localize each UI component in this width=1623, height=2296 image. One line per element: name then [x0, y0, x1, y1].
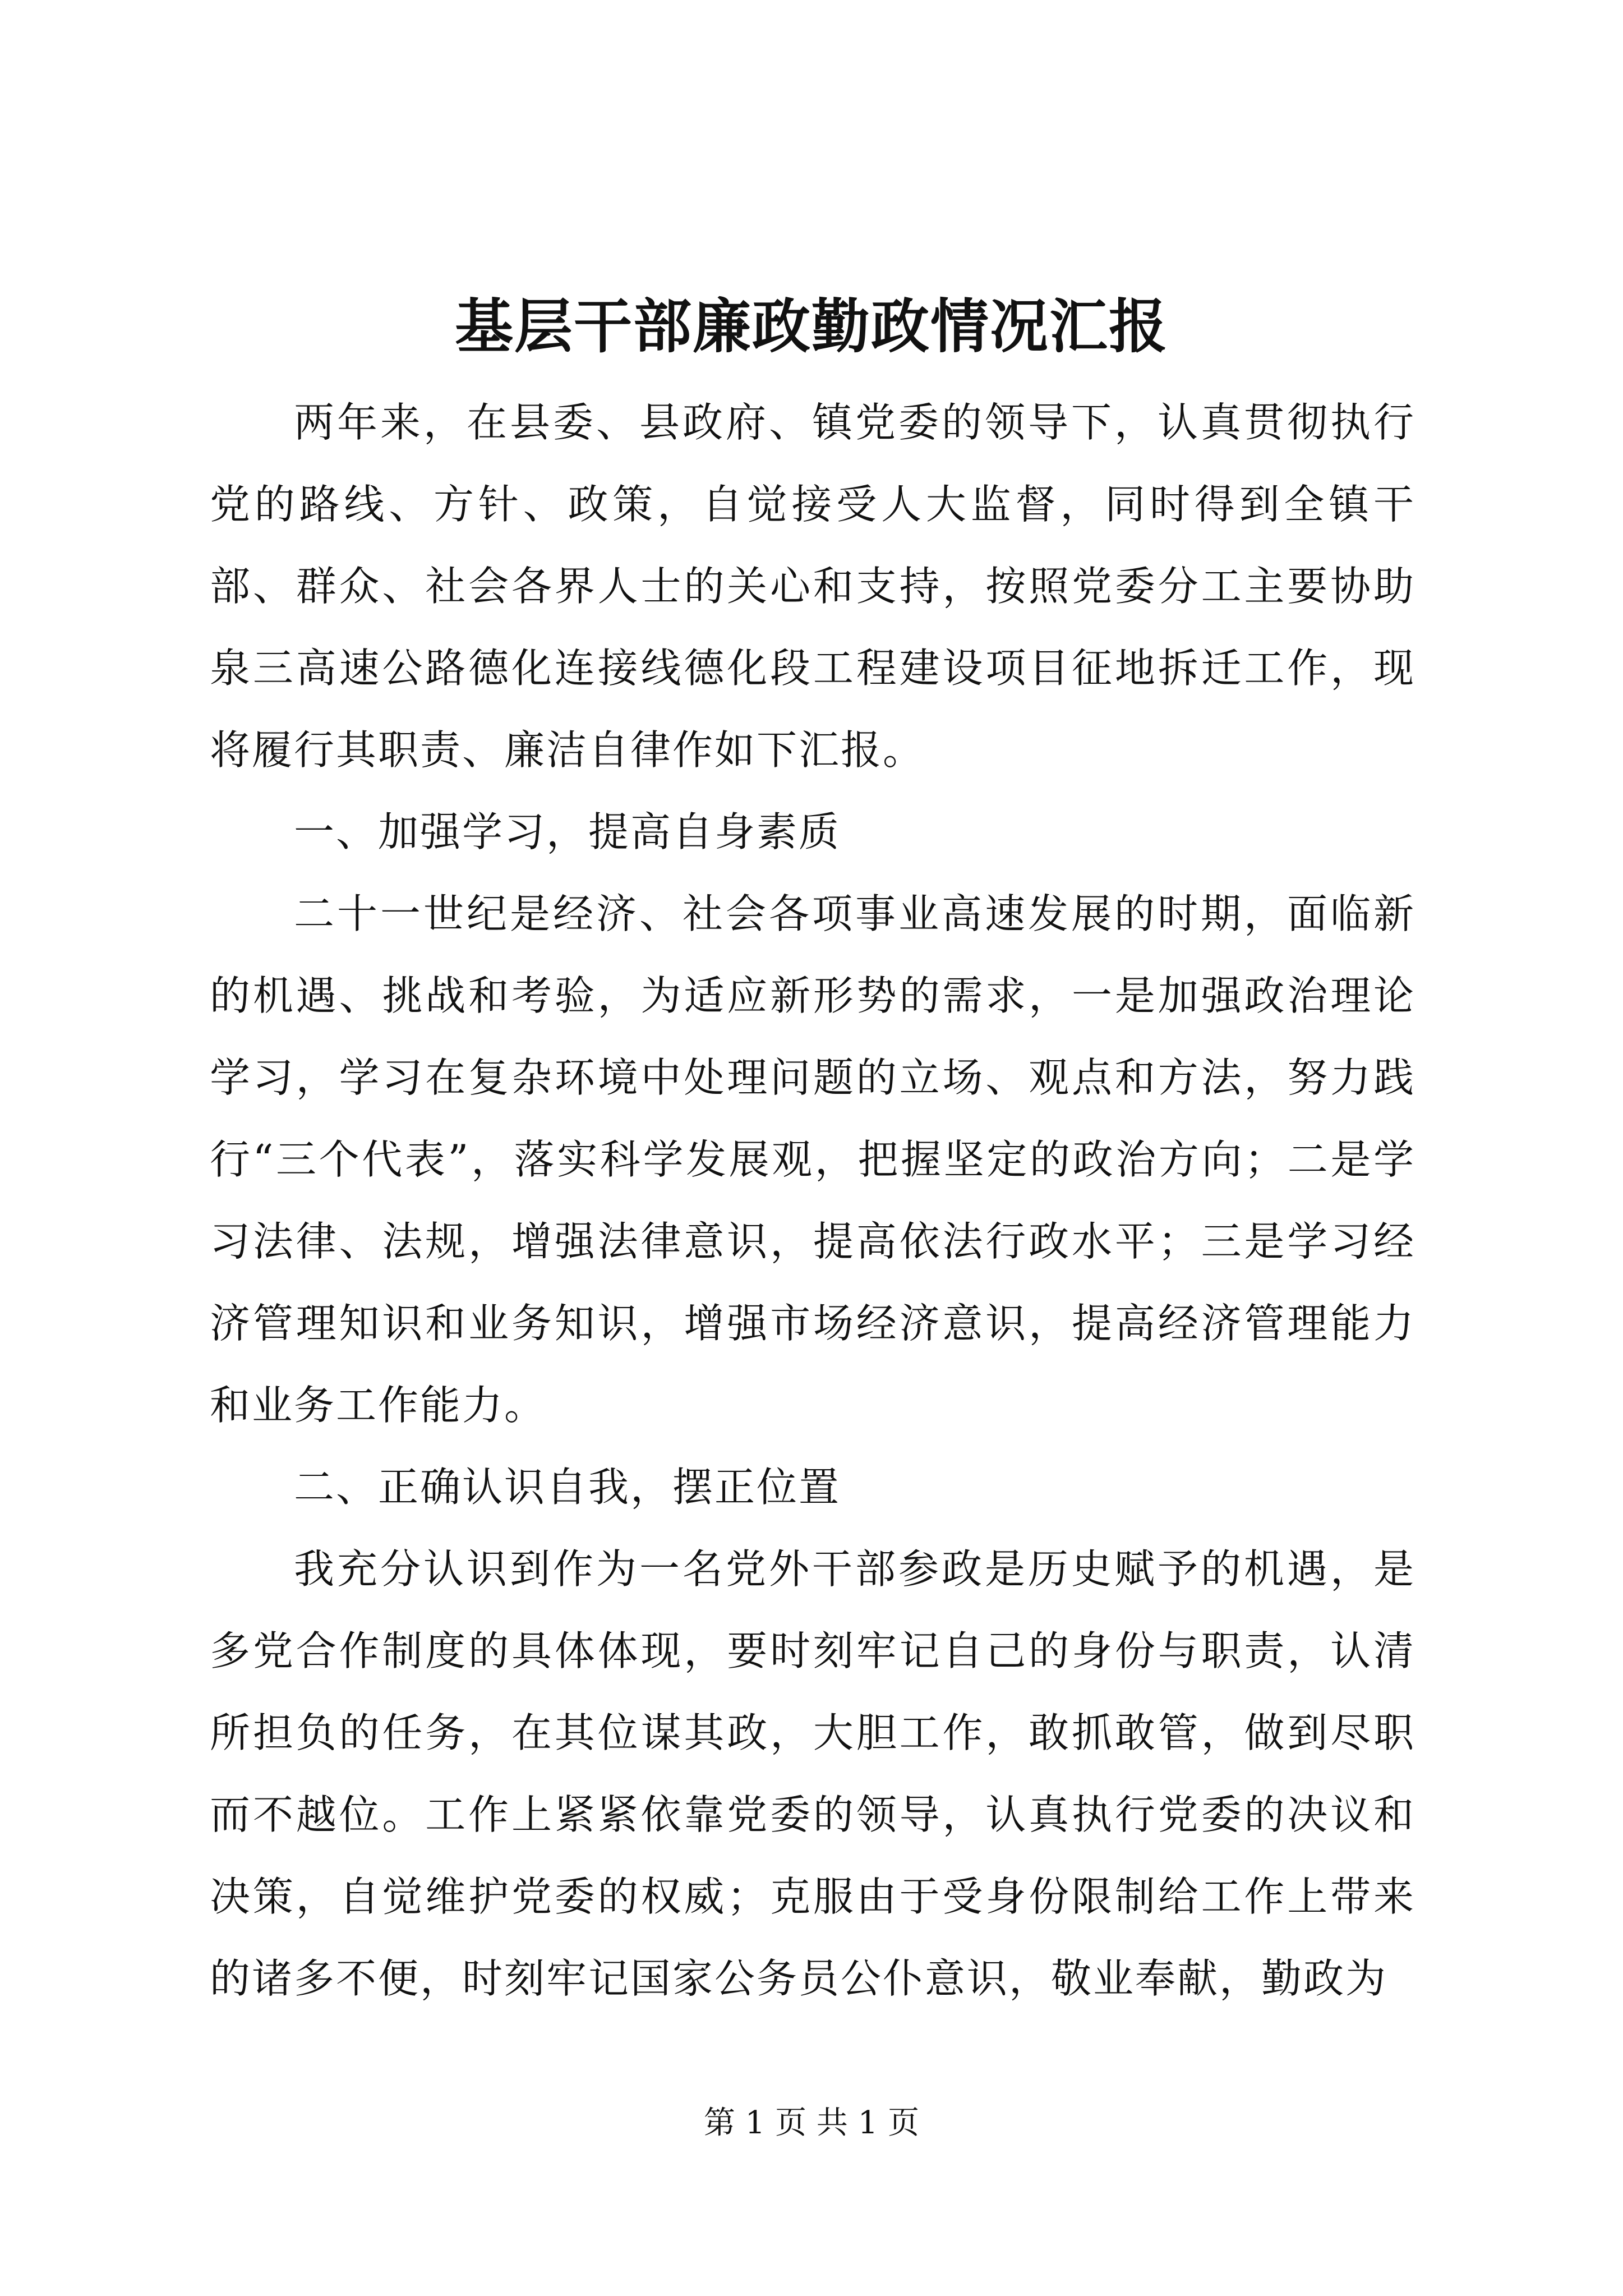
document-title: 基层干部廉政勤政情况汇报 [454, 292, 1168, 361]
intro-paragraph: 两年来，在县委、县政府、镇党委的领导下，认真贯彻执行党的路线、方针、政策，自觉接受人大监督，同时得到全镇干部、群众、社会各界人士的关心和支持，按照党委分工主要协助泉三高速公路德化连接线德化段工程建设项目征地拆迁工作，现将履行其职责、廉洁自律作如下汇报。 [210, 399, 1415, 774]
section-heading-1: 一、加强学习，提高自身素质 [294, 808, 841, 855]
section-heading-2: 二、正确认识自我，摆正位置 [294, 1464, 841, 1511]
document-body [210, 381, 1415, 2019]
section-1-paragraph: 二十一世纪是经济、社会各项事业高速发展的时期，面临新的机遇、挑战和考验，为适应新形势的需求，一是加强政治理论学习，学习在复杂环境中处理问题的立场、观点和方法，努力践行“三个代表”，落实科学发展观，把握坚定的政治方向；二是学习法律、法规，增强法律意识，提高依法行政水平；三是学习经济管理知识和业务知识，增强市场经济意识，提高经济管理能力和业务工作能力。 [210, 890, 1415, 1429]
page-footer: 第 1 页 共 1 页 [703, 2105, 920, 2141]
section-2-paragraph: 我充分认识到作为一名党外干部参政是历史赋予的机遇，是多党合作制度的具体体现，要时刻牢记自己的身份与职责，认清所担负的任务，在其位谋其政，大胆工作，敢抓敢管，做到尽职而不越位。工作上紧紧依靠党委的领导，认真执行党委的决议和决策，自觉维护党委的权威；克服由于受身份限制给工作上带来的诸多不便，时刻牢记国家公务员公仆意识，敬业奉献，勤政为 [210, 1545, 1415, 2002]
